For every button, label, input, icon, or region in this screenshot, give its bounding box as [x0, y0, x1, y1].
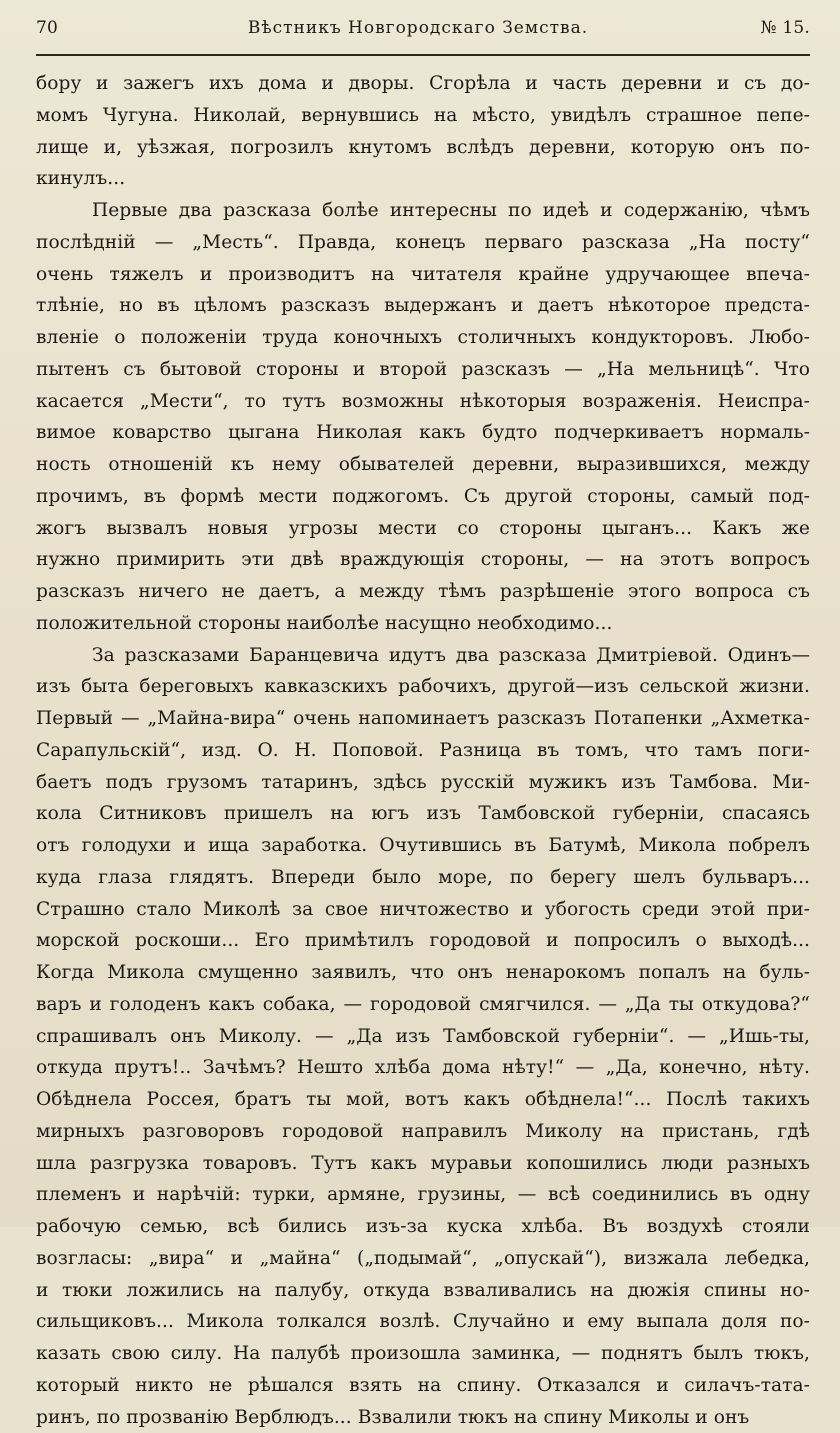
text-line: очень тяжелъ и производитъ на читателя крайне удручающее впеча-: [36, 259, 810, 291]
text-line: отъ голодухи и ища заработка. Очутившись въ Батумѣ, Микола побрелъ: [36, 830, 810, 862]
paragraph: [36, 68, 810, 195]
text-line: варъ и голоденъ какъ собака, — городовой смягчился. — „Да ты откудова?“: [36, 989, 810, 1021]
text-line: бору и зажегъ ихъ дома и дворы. Сгорѣла и часть деревни и съ до-: [36, 68, 810, 100]
header-rule: [36, 54, 810, 56]
text-line: шла разгрузка товаровъ. Тутъ какъ муравьи копошились люди разныхъ: [36, 1148, 810, 1180]
text-line: разсказъ ничего не даетъ, а между тѣмъ разрѣшеніе этого вопроса съ: [36, 576, 810, 608]
text-line: жогъ вызвалъ новыя угрозы мести со стороны цыганъ... Какъ же: [36, 513, 810, 545]
text-line: положительной стороны наиболѣе насущно необходимо...: [36, 608, 810, 640]
journal-title: Вѣстникъ Новгородскаго Земства.: [96, 18, 740, 38]
text-line: казать свою силу. На палубѣ произошла заминка, — поднятъ былъ тюкъ,: [36, 1338, 810, 1370]
paragraph: [36, 640, 810, 1433]
text-line: который никто не рѣшался взять на спину. Отказался и силачъ-тата-: [36, 1370, 810, 1402]
text-line: баетъ подъ грузомъ татаринъ, здѣсь русскій мужикъ изъ Тамбова. Ми-: [36, 767, 810, 799]
text-line: вленіе о положеніи труда коночныхъ столичныхъ кондукторовъ. Любо-: [36, 322, 810, 354]
text-line: нужно примирить эти двѣ враждующія стороны, — на этотъ вопросъ: [36, 544, 810, 576]
text-line: кола Ситниковъ пришелъ на югъ изъ Тамбовской губерніи, спасаясь: [36, 798, 810, 830]
text-line: Первые два разсказа болѣе интересны по идеѣ и содержанію, чѣмъ: [36, 195, 810, 227]
text-line: Когда Микола смущенно заявилъ, что онъ ненарокомъ попалъ на буль-: [36, 957, 810, 989]
running-header: [36, 18, 810, 48]
body-text: [36, 68, 810, 1433]
text-line: спрашивалъ онъ Миколу. — „Да изъ Тамбовской губерніи“. — „Ишь-ты,: [36, 1021, 810, 1053]
text-line: вимое коварство цыгана Николая какъ будто подчеркиваетъ нормаль-: [36, 417, 810, 449]
text-line: тлѣніе, но въ цѣломъ разсказъ выдержанъ и даетъ нѣкоторое предста-: [36, 290, 810, 322]
text-line: племенъ и нарѣчій: турки, армяне, грузины, — всѣ соединились въ одну: [36, 1179, 810, 1211]
text-line: Первый — „Майна-вира“ очень напоминаетъ разсказъ Потапенки „Ахметка-: [36, 703, 810, 735]
text-line: послѣдній — „Месть“. Правда, конецъ перваго разсказа „На посту“: [36, 227, 810, 259]
issue-number: № 15.: [740, 18, 810, 38]
page-number: 70: [36, 18, 96, 38]
text-line: Сарапульскій“, изд. О. Н. Поповой. Разница въ томъ, что тамъ поги-: [36, 735, 810, 767]
text-line: и тюки ложились на палубу, откуда взваливались на дюжія спины но-: [36, 1275, 810, 1307]
text-line: мирныхъ разговоровъ городовой направилъ Миколу на пристань, гдѣ: [36, 1116, 810, 1148]
text-line: кинулъ...: [36, 163, 810, 195]
text-line: Обѣднела Россея, братъ ты мой, вотъ какъ обѣднела!“... Послѣ такихъ: [36, 1084, 810, 1116]
paragraph: [36, 195, 810, 640]
text-line: ринъ, по прозванію Верблюдъ... Взвалили тюкъ на спину Миколы и онъ: [36, 1402, 810, 1433]
text-line: пытенъ съ бытовой стороны и второй разсказъ — „На мельницѣ“. Что: [36, 354, 810, 386]
text-line: лище и, уѣзжая, погрозилъ кнутомъ вслѣдъ деревни, которую онъ по-: [36, 132, 810, 164]
text-line: куда глаза глядятъ. Впереди было море, по берегу шелъ бульваръ...: [36, 862, 810, 894]
text-line: рабочую семью, всѣ бились изъ-за куска хлѣба. Въ воздухѣ стояли: [36, 1211, 810, 1243]
text-line: ность отношеній къ нему обывателей деревни, выразившихся, между: [36, 449, 810, 481]
text-line: Страшно стало Миколѣ за свое ничтожество и убогость среди этой при-: [36, 894, 810, 926]
text-line: возгласы: „вира“ и „майна“ („подымай“, „опускай“), визжала лебедка,: [36, 1243, 810, 1275]
text-line: За разсказами Баранцевича идутъ два разсказа Дмитріевой. Одинъ—: [36, 640, 810, 672]
text-line: прочимъ, въ формѣ мести поджогомъ. Съ другой стороны, самый под-: [36, 481, 810, 513]
text-line: морской роскоши... Его примѣтилъ городовой и попросилъ о выходѣ...: [36, 925, 810, 957]
text-line: изъ быта береговыхъ кавказскихъ рабочихъ, другой—изъ сельской жизни.: [36, 671, 810, 703]
text-line: момъ Чугуна. Николай, вернувшись на мѣсто, увидѣлъ страшное пепе-: [36, 100, 810, 132]
text-line: откуда прутъ!.. Зачѣмъ? Нешто хлѣба дома нѣту!“ — „Да, конечно, нѣту.: [36, 1052, 810, 1084]
text-line: касается „Мести“, то тутъ возможны нѣкоторыя возраженія. Неиспра-: [36, 386, 810, 418]
text-line: сильщиковъ... Микола толкался возлѣ. Случайно и ему выпала доля по-: [36, 1306, 810, 1338]
